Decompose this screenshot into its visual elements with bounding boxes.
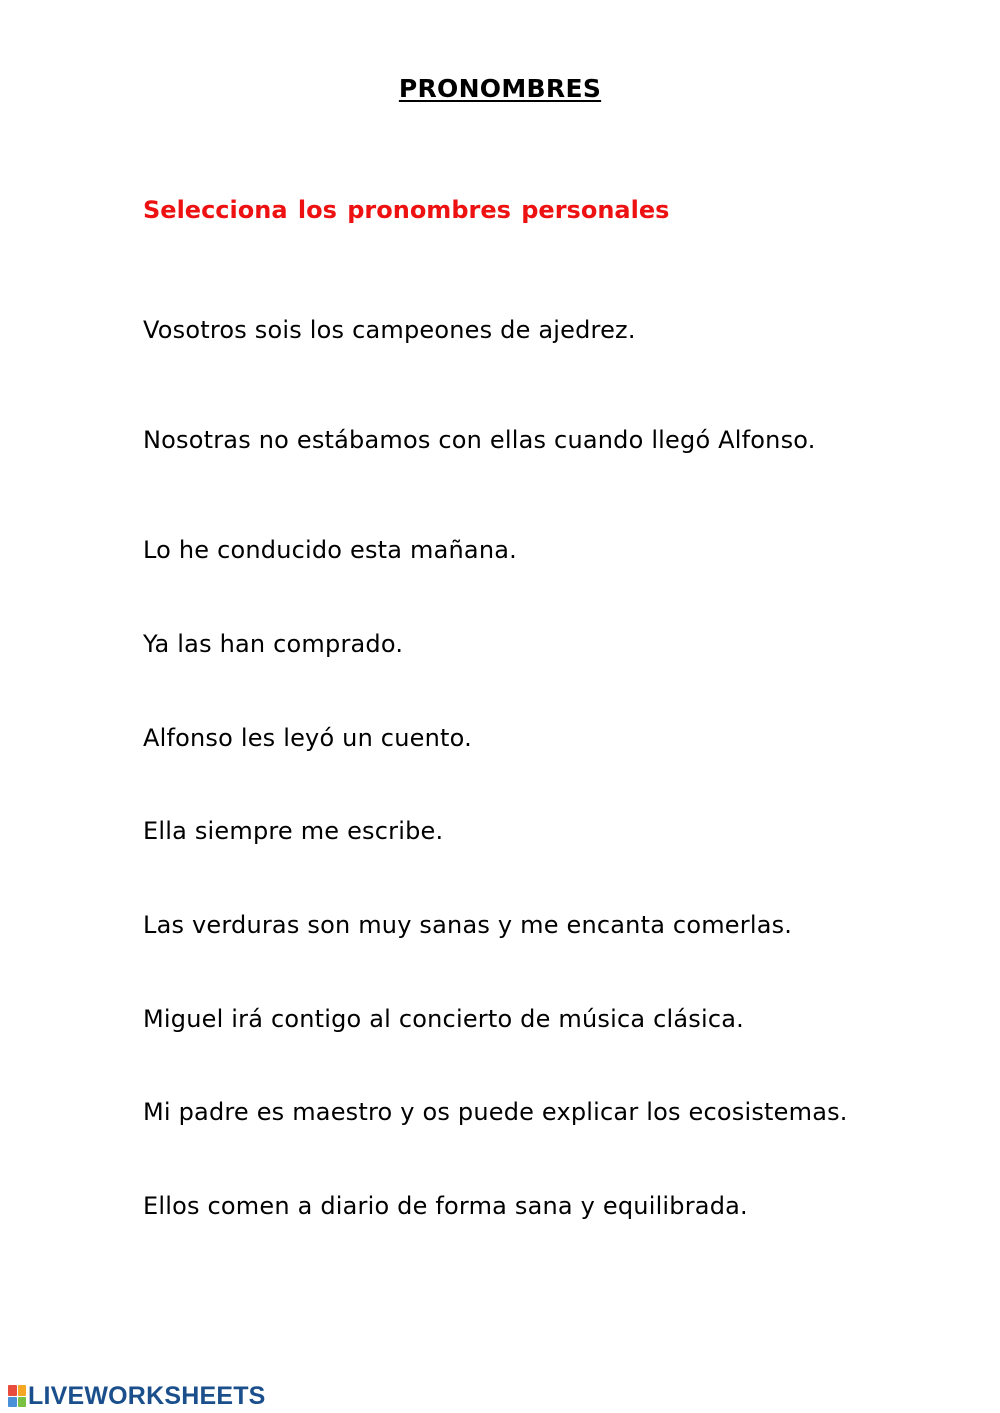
- sentence-7[interactable]: Las verduras son muy sanas y me encanta comerlas.: [143, 911, 793, 939]
- footer-brand-text: LIVEWORKSHEETS: [28, 1381, 266, 1410]
- logo-tile-4: [18, 1397, 27, 1408]
- logo-tile-2: [18, 1385, 27, 1396]
- sentence-6[interactable]: Ella siempre me escribe.: [143, 817, 444, 845]
- sentence-10[interactable]: Ellos comen a diario de forma sana y equilibrada.: [143, 1192, 748, 1220]
- instruction-text: Selecciona los pronombres personales: [143, 196, 670, 224]
- logo-tile-3: [8, 1397, 17, 1408]
- sentence-1[interactable]: Vosotros sois los campeones de ajedrez.: [143, 316, 636, 344]
- sentence-8[interactable]: Miguel irá contigo al concierto de música clásica.: [143, 1005, 744, 1033]
- footer-logo[interactable]: [8, 1382, 266, 1410]
- sentence-3[interactable]: Lo he conducido esta mañana.: [143, 536, 517, 564]
- sentence-2[interactable]: Nosotras no estábamos con ellas cuando llegó Alfonso.: [143, 426, 816, 454]
- page-title: PRONOMBRES: [398, 74, 602, 103]
- sentence-4[interactable]: Ya las han comprado.: [143, 630, 404, 658]
- sentence-9[interactable]: Mi padre es maestro y os puede explicar los ecosistemas.: [143, 1098, 848, 1126]
- logo-tile-1: [8, 1385, 17, 1396]
- liveworksheets-logo-icon: [8, 1385, 26, 1407]
- sentence-5[interactable]: Alfonso les leyó un cuento.: [143, 724, 472, 752]
